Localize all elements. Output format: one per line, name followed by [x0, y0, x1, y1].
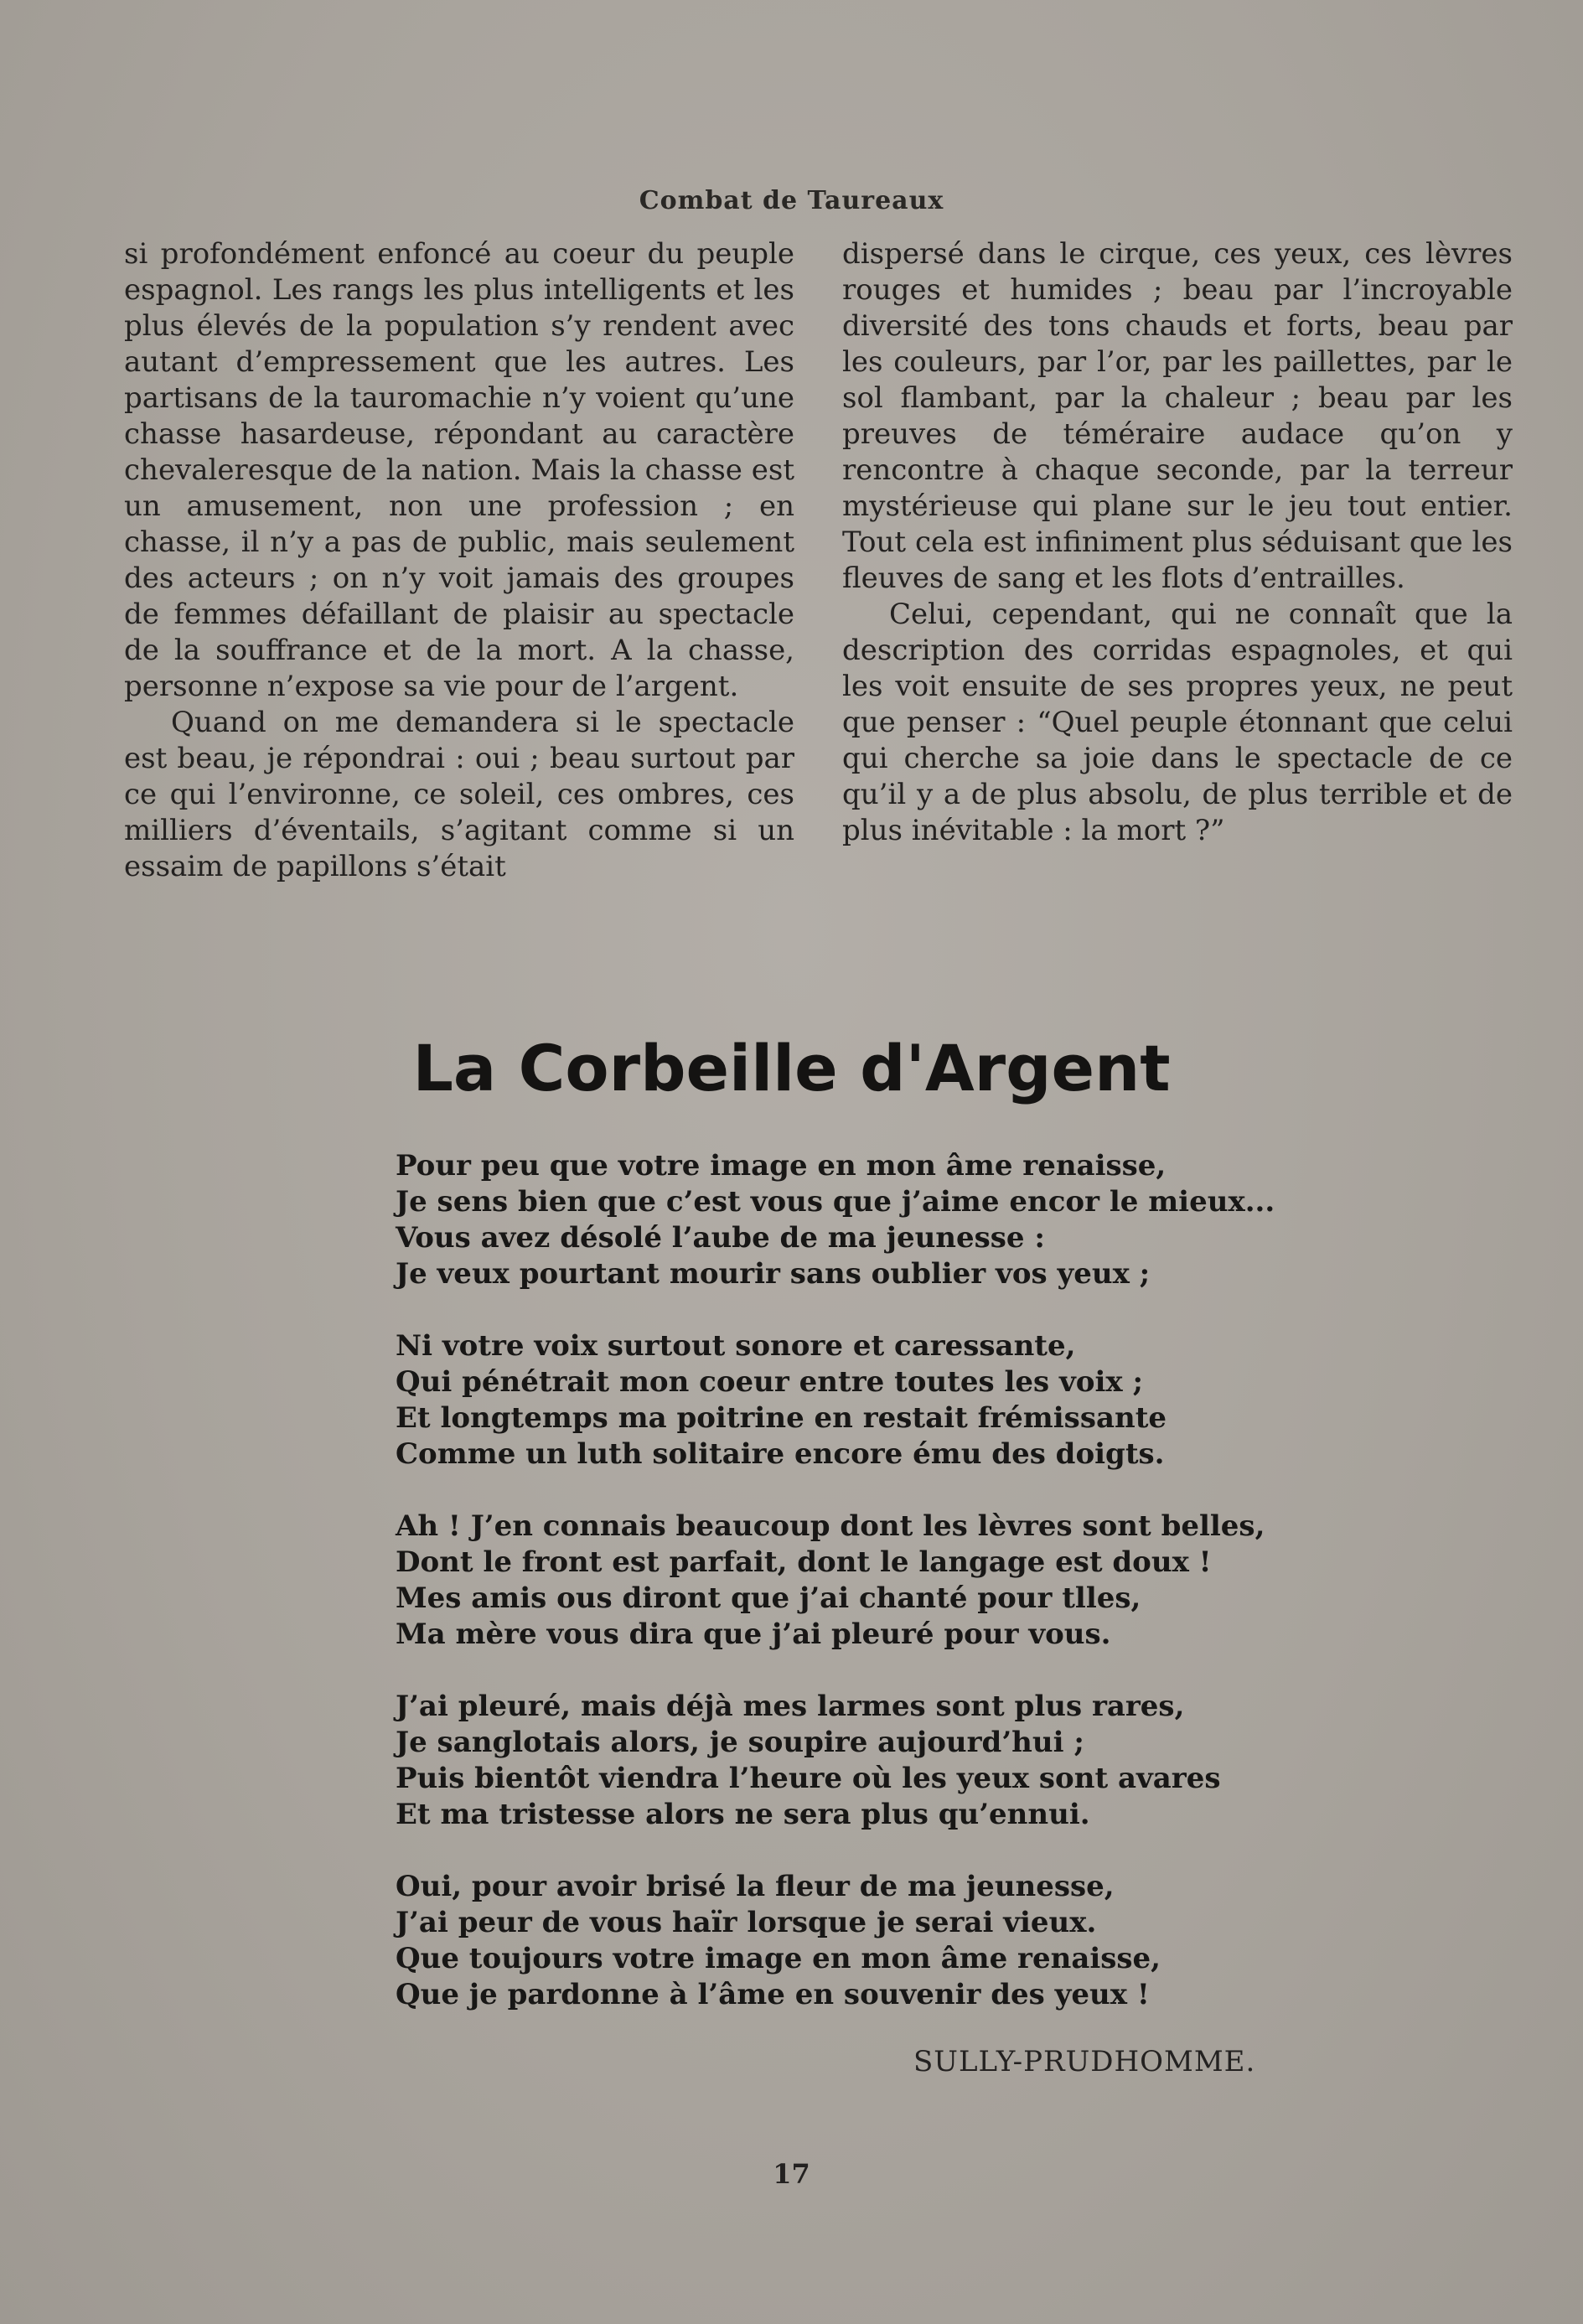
poem-line: Je sanglotais alors, je soupire aujourd’hui ; — [396, 1726, 1084, 1759]
poem-line: Je veux pourtant mourir sans oublier vos yeux ; — [396, 1257, 1151, 1291]
paragraph: Celui, cependant, qui ne connaît que la description des corridas espagnoles, et qui les voit ensuite de ses propres yeux, ne peut que penser : “Quel peuple étonnant que celui qui cherche sa joie dans le spectacle de ce qu’il y a de plus absolu, de plus terrible et de plus inévitable : la mort ?” — [842, 598, 1513, 847]
article-left-column — [124, 236, 794, 885]
stanza — [396, 1689, 1359, 1833]
poem-line: Puis bientôt viendra l’heure où les yeux sont avares — [396, 1762, 1221, 1795]
paragraph: si profondément enfoncé au coeur du peuple espagnol. Les rangs les plus intelligents et les plus élevés de la population s’y rendent avec autant d’empressement que les autres. Les partisans de la tauromachie n’y voient qu’une chasse hasardeuse, répondant au caractère chevaleresque de la nation. Mais la chasse est un amusement, non une profession ; en chasse, il n’y a pas de public, mais seulement des acteurs ; on n’y voit jamais des groupes de femmes défaillant de plaisir au spectacle de la souffrance et de la mort. A la chasse, personne n’expose sa vie pour de l’argent. — [124, 237, 794, 703]
poem-line: Et longtemps ma poitrine en restait frémissante — [396, 1401, 1167, 1435]
poem-line: Ma mère vous dira que j’ai pleuré pour vous. — [396, 1617, 1111, 1651]
poem-line: Et ma tristesse alors ne sera plus qu’ennui. — [396, 1798, 1090, 1831]
paragraph: Quand on me demandera si le spectacle est beau, je répondrai : oui ; beau surtout par ce qui l’environne, ce soleil, ces ombres, ces milliers d’éventails, s’agitant comme si un essaim de papillons s’était — [124, 706, 794, 883]
poem — [396, 1148, 1359, 2049]
poem-line: Oui, pour avoir brisé la fleur de ma jeunesse, — [396, 1870, 1115, 1903]
poem-line: Que je pardonne à l’âme en souvenir des yeux ! — [396, 1978, 1150, 2011]
stanza — [396, 1328, 1359, 1473]
stanza — [396, 1509, 1359, 1653]
poem-line: Comme un luth solitaire encore ému des doigts. — [396, 1437, 1165, 1471]
article-right-column — [842, 236, 1513, 849]
poem-line: Dont le front est parfait, dont le langage est doux ! — [396, 1545, 1212, 1579]
stanza — [396, 1869, 1359, 2013]
poem-author: SULLY-PRUDHOMME. — [913, 2045, 1256, 2078]
poem-line: Pour peu que votre image en mon âme renaisse, — [396, 1149, 1167, 1183]
poem-line: Mes amis ous diront que j’ai chanté pour tlles, — [396, 1581, 1141, 1615]
page-number: 17 — [773, 2158, 810, 2190]
poem-line: J’ai peur de vous haïr lorsque je serai vieux. — [396, 1906, 1097, 1939]
poem-line: Je sens bien que c’est vous que j’aime encor le mieux... — [396, 1185, 1275, 1219]
poem-line: Que toujours votre image en mon âme renaisse, — [396, 1942, 1161, 1975]
poem-line: Qui pénétrait mon coeur entre toutes les voix ; — [396, 1365, 1144, 1399]
poem-line: Vous avez désolé l’aube de ma jeunesse : — [396, 1221, 1045, 1255]
stanza — [396, 1148, 1359, 1292]
poem-line: Ni votre voix surtout sonore et caressante, — [396, 1329, 1076, 1363]
paragraph: dispersé dans le cirque, ces yeux, ces lèvres rouges et humides ; beau par l’incroyable diversité des tons chauds et forts, beau par les couleurs, par l’or, par les paillettes, par le sol flambant, par la chaleur ; beau par les preuves de téméraire audace qu’on y rencontre à chaque seconde, par la terreur mystérieuse qui plane sur le jeu tout entier. Tout cela est infiniment plus séduisant que les fleuves de sang et les flots d’entrailles. — [842, 237, 1513, 595]
poem-line: J’ai pleuré, mais déjà mes larmes sont plus rares, — [396, 1690, 1185, 1723]
poem-line: Ah ! J’en connais beaucoup dont les lèvres sont belles, — [396, 1509, 1265, 1543]
poem-title: La Corbeille d'Argent — [412, 1031, 1171, 1105]
running-title: Combat de Taureaux — [639, 186, 944, 215]
